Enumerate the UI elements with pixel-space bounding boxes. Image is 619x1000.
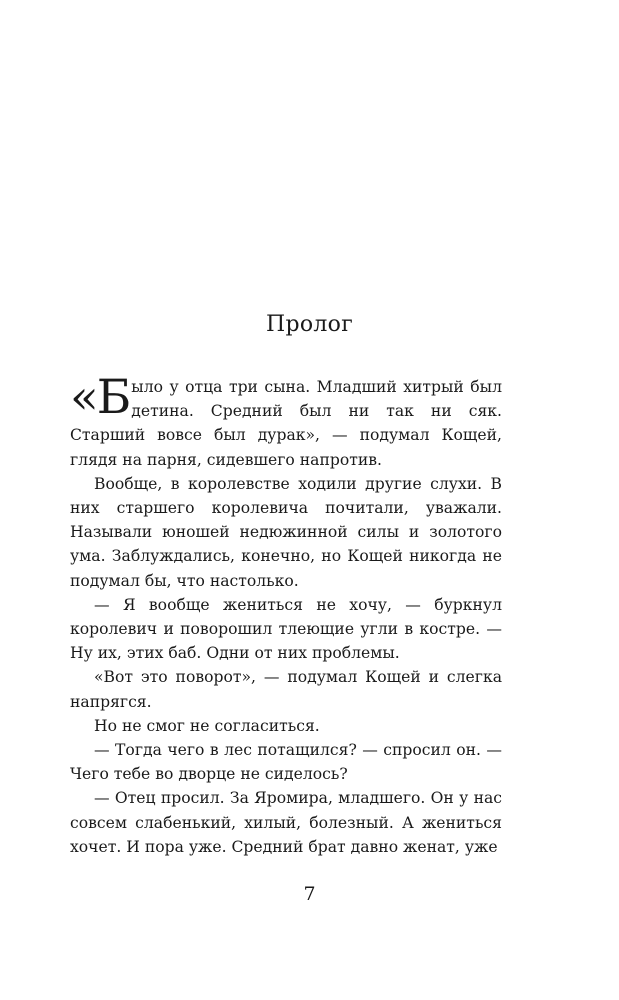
paragraph-1 [70, 370, 502, 472]
paragraph-5: Но не смог не согласиться. [94, 716, 320, 735]
paragraph-2: Вообще, в королевстве ходили другие слухи. В них старшего королевича почитали, уважали. Называли юношей недюжинной силы и золотого ума. Заблуждались, конечно, но Кощей никогда не подумал бы, что настолько. [70, 474, 502, 590]
paragraph-1-text: ыло у отца три сына. Младший хитрый был детина. Средний был ни так ни сяк. Старший вовсе был дурак», — подумал Кощей, глядя на парня, сидевшего напротив. [70, 378, 502, 469]
chapter-title: Пролог [265, 312, 354, 337]
body-text [70, 370, 502, 859]
paragraph-6: — Тогда чего в лес потащился? — спросил он. — Чего тебе во дворце не сиделось? [70, 741, 502, 784]
paragraph-4: «Вот это поворот», — подумал Кощей и слегка напрягся. [70, 668, 502, 711]
paragraph-7: — Отец просил. За Яромира, младшего. Он у нас совсем слабенький, хилый, болезный. А жениться хочет. И пора уже. Средний брат давно женат, уже [70, 789, 502, 856]
paragraph-3: — Я вообще жениться не хочу, — буркнул королевич и поворошил тлеющие угли в костре. — Ну их, этих баб. Одни от них проблемы. [70, 595, 502, 663]
page-number: 7 [303, 883, 316, 905]
drop-cap: «Б [70, 370, 130, 425]
